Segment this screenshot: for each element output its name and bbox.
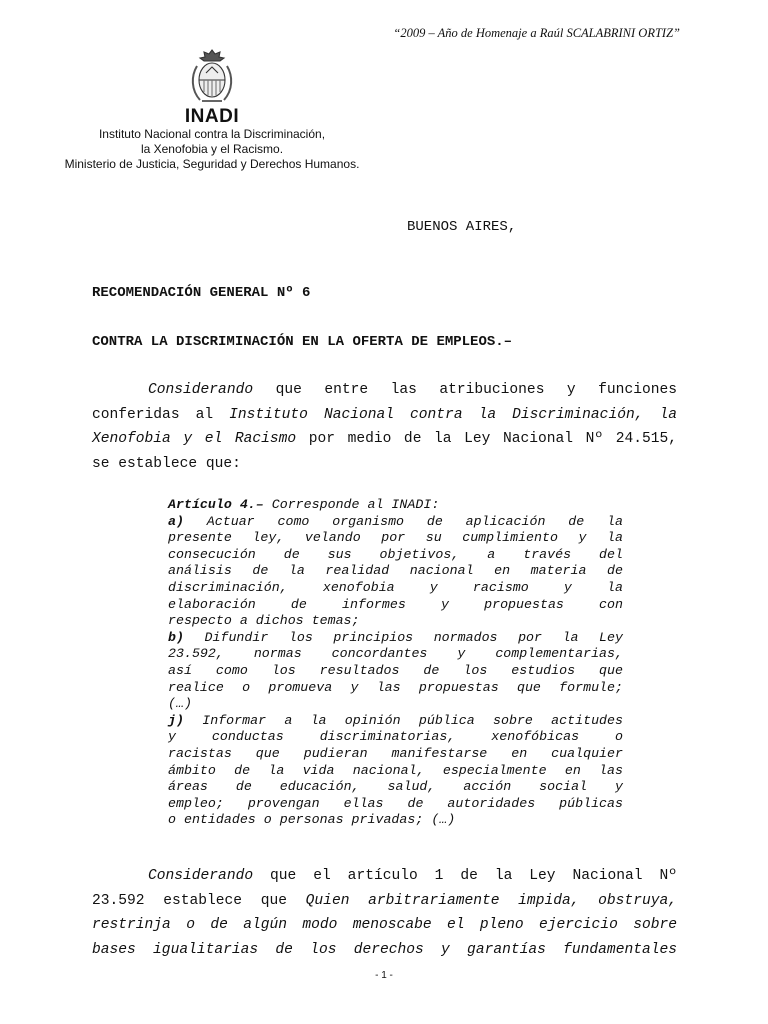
paragraph-line: bases igualitarias de los derechos y garantías fundamentales [92, 941, 677, 958]
paragraph-line: conferidas al Instituto Nacional contra la Discriminación, la [92, 406, 677, 423]
quote-line: así como los resultados de los estudios que [168, 662, 623, 678]
paragraph-line: restrinja o de algún modo menoscabe el pleno ejercicio sobre [92, 917, 677, 933]
law-article-quote [168, 497, 623, 829]
quote-line: áreas de educación, salud, acción social y [168, 779, 623, 795]
paragraph-line: Considerando que entre las atribuciones y funciones [148, 382, 677, 398]
quote-line: análisis de la realidad nacional en materia de [168, 563, 623, 579]
quote-line: realice o promueva y las propuestas que formule; [168, 679, 623, 695]
coat-of-arms-icon [188, 46, 236, 106]
quote-line: presente ley, velando por su cumplimiento y la [168, 530, 623, 546]
header-motto: “2009 – Año de Homenaje a Raúl SCALABRINI ORTIZ” [393, 26, 680, 40]
quote-line: y conductas discriminatorias, xenofóbicas o [168, 729, 623, 745]
quote-line: empleo; provengan ellas de autoridades públicas [168, 795, 623, 811]
quote-line: 23.592, normas concordantes y complementarias, [168, 646, 623, 662]
article-heading: Artículo 4.– Corresponde al INADI: [168, 497, 440, 512]
organization-acronym: INADI [184, 106, 240, 127]
quote-line: consecución de sus objetivos, a través del [168, 546, 623, 562]
paragraph-line: se establece que: [92, 455, 241, 472]
organization-name-line-1: Instituto Nacional contra la Discriminación, [98, 127, 326, 141]
quote-line: j) Informar a la opinión pública sobre actitudes [168, 712, 623, 728]
quote-line: elaboración de informes y propuestas con [168, 596, 623, 612]
organization-name-line-2: la Xenofobia y el Racismo. [140, 142, 284, 156]
document-subtitle: CONTRA LA DISCRIMINACIÓN EN LA OFERTA DE EMPLEOS.– [92, 334, 513, 350]
considerando-paragraph-1 [92, 378, 677, 476]
quote-line: ámbito de la vida nacional, especialmente en las [168, 762, 623, 778]
document-title: RECOMENDACIÓN GENERAL Nº 6 [92, 285, 311, 301]
paragraph-line: Xenofobia y el Racismo por medio de la Ley Nacional Nº 24.515, [92, 431, 678, 447]
quote-line: b) Difundir los principios normados por la Ley [168, 629, 623, 645]
paragraph-line: 23.592 establece que Quien arbitrariamente impida, obstruya, [92, 892, 677, 909]
quote-line: o entidades o personas privadas; (…) [168, 812, 456, 828]
paragraph-line: Considerando que el artículo 1 de la Ley Nacional Nº [148, 868, 677, 884]
ministry-name: Ministerio de Justicia, Seguridad y Derechos Humanos. [64, 157, 360, 171]
city-date-line: BUENOS AIRES, [407, 219, 517, 235]
considerando-paragraph-2 [92, 864, 677, 962]
page-number: - 1 - [375, 970, 393, 981]
quote-ellipsis: (…) [168, 696, 192, 712]
quote-line: discriminación, xenofobia y racismo y la [168, 579, 623, 595]
quote-line: respecto a dichos temas; [168, 613, 360, 629]
quote-line: racistas que pudieran manifestarse en cualquier [168, 745, 623, 761]
quote-line: a) Actuar como organismo de aplicación de la [168, 513, 623, 529]
